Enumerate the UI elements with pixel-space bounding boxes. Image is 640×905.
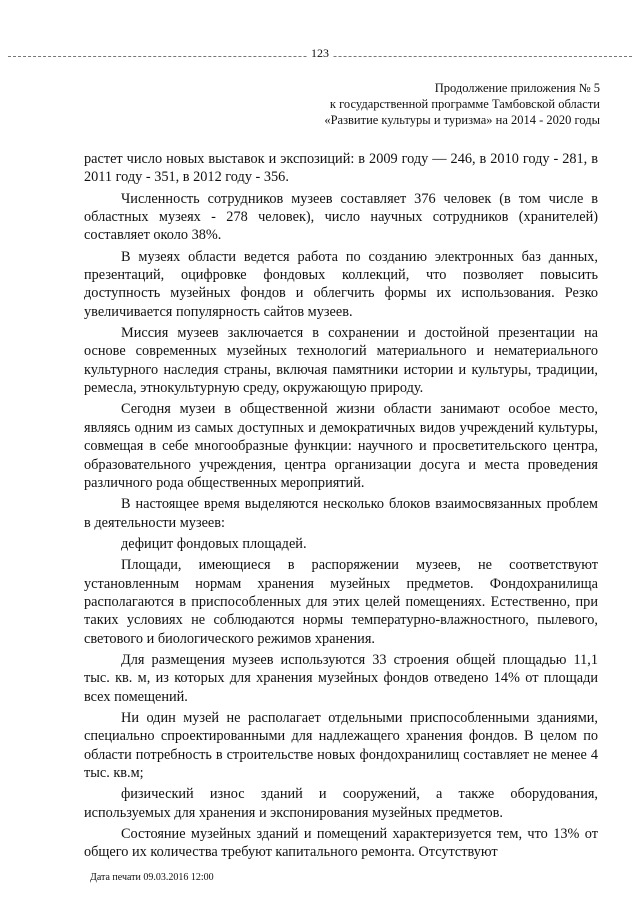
paragraph: В настоящее время выделяются несколько блоков взаимосвязанных проблем в деятельности музеев: bbox=[84, 496, 598, 531]
document-body bbox=[84, 150, 598, 865]
paragraph: Ни один музей не располагает отдельными приспособленными зданиями, специально спроектированными для надлежащего хранения фондов. В целом по области потребность в строительстве новых фондохранилищ составляет не менее 4 тыс. кв.м; bbox=[84, 709, 598, 781]
paragraph: физический износ зданий и сооружений, а также оборудования, используемых для хранения и экспонирования музейных предметов. bbox=[84, 786, 598, 821]
paragraph: Численность сотрудников музеев составляет 376 человек (в том числе в областных музеях - 278 человек), число научных сотрудников (хранителей) составляет около 38%. bbox=[84, 190, 598, 244]
paragraph: Состояние музейных зданий и помещений характеризуется тем, что 13% от общего их количества требуют капитального ремонта. Отсутствуют bbox=[84, 826, 598, 861]
header-line-2: к государственной программе Тамбовской области bbox=[329, 97, 600, 111]
page-number: 123 bbox=[0, 46, 640, 61]
appendix-header bbox=[220, 80, 600, 128]
paragraph: В музеях области ведется работа по созданию электронных баз данных, презентаций, оцифровке фондовых коллекций, что позволяет повысить доступность музейных фондов и облегчить формы их использования. Резко увеличивается популярность сайтов музеев. bbox=[84, 248, 598, 320]
header-line-3: «Развитие культуры и туризма» на 2014 - 2020 годы bbox=[324, 113, 600, 127]
paragraph: дефицит фондовых площадей. bbox=[121, 535, 307, 552]
paragraph: Для размещения музеев используются 33 строения общей площадью 11,1 тыс. кв. м, из которых для хранения музейных фондов отведено 14% от площади всех помещений. bbox=[84, 651, 598, 705]
header-line-1: Продолжение приложения № 5 bbox=[434, 81, 600, 95]
paragraph: Сегодня музеи в общественной жизни области занимают особое место, являясь одним из самых доступных и демократичных видов учреждений культуры, совмещая в себе многообразные функции: научного и просветительского центра, образовательного учреждения, центра организации досуга и места проведения различного рода общественных мероприятий. bbox=[84, 401, 598, 491]
paragraph: растет число новых выставок и экспозиций: в 2009 году — 246, в 2010 году - 281, в 2011 году - 351, в 2012 году - 356. bbox=[84, 151, 598, 186]
paragraph: Миссия музеев заключается в сохранении и достойной презентации на основе современных музейных технологий материального и нематериального культурного наследия страны, включая памятники истории и культуры, традиции, ремесла, этнокультурную среду, окружающую природу. bbox=[84, 325, 598, 397]
paragraph: Площади, имеющиеся в распоряжении музеев, не соответствуют установленным нормам хранения музейных предметов. Фондохранилища располагаются в приспособленных для этих целей помещениях. Естественно, при таких условиях не соблюдаются нормы температурно-влажностного, пылевого, светового и биологического режимов хранения. bbox=[84, 557, 598, 647]
print-date-footer: Дата печати 09.03.2016 12:00 bbox=[90, 872, 214, 883]
